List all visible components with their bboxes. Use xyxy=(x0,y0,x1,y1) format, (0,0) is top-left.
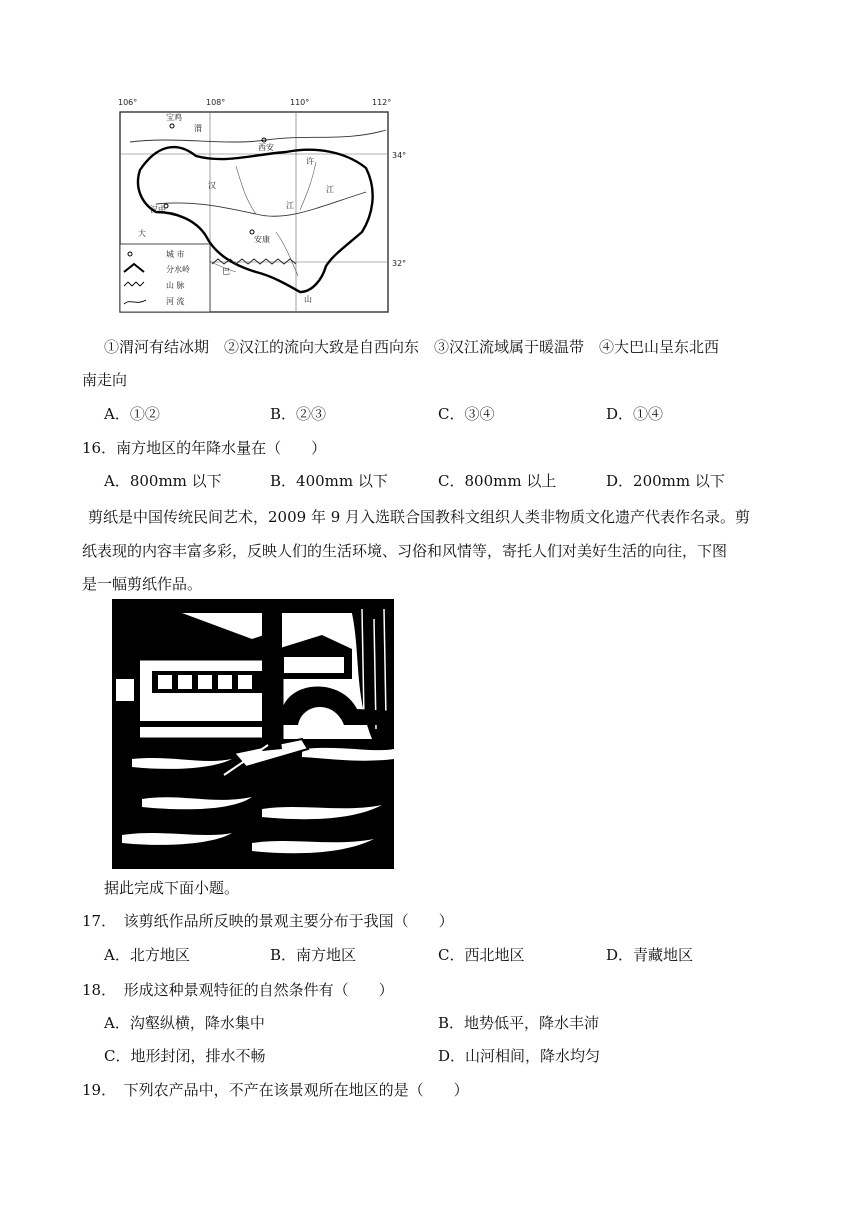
q15-statements: ①渭河有结冰期 ②汉江的流向大致是自西向东 ③汉江流域属于暖温带 ④大巴山呈东北西 xyxy=(104,338,720,356)
q17-option-b[interactable]: B．南方地区 xyxy=(270,946,357,964)
city-icon xyxy=(250,230,254,234)
intro-line-3: 是一幅剪纸作品。 xyxy=(82,575,203,593)
after-image-note: 据此完成下面小题。 xyxy=(104,879,240,897)
legend-city: 城 市 xyxy=(166,250,185,259)
place-label: 西安 xyxy=(258,143,274,152)
place-label: 江 xyxy=(326,185,334,194)
han-river xyxy=(156,192,366,216)
q17-option-d[interactable]: D．青藏地区 xyxy=(606,946,694,964)
intro-line-1: 剪纸是中国传统民间艺术，2009 年 9 月入选联合国教科文组织人类非物质文化遗产代表作名录。剪 xyxy=(88,508,751,526)
place-label: 汉中 xyxy=(150,205,166,214)
intro-line-2: 纸表现的内容丰富多彩，反映人们的生活环境、习俗和风情等，寄托人们对美好生活的向往，下图 xyxy=(82,542,728,560)
mountain-range xyxy=(212,259,296,264)
q19-stem: 19． 下列农产品中，不产在该景观所在地区的是（ ） xyxy=(82,1081,469,1099)
latitude-label: 32° xyxy=(392,259,407,268)
wei-river xyxy=(130,130,386,142)
q16-stem: 16．南方地区的年降水量在（ ） xyxy=(82,439,327,457)
q17-option-a[interactable]: A．北方地区 xyxy=(104,946,190,964)
mountain-label: 大 xyxy=(138,229,146,238)
q16-option-a[interactable]: A．800mm 以下 xyxy=(104,472,222,490)
q18-option-d[interactable]: D．山河相间，降水均匀 xyxy=(438,1047,601,1065)
q17-option-c[interactable]: C．西北地区 xyxy=(438,946,525,964)
q18-option-a[interactable]: A．沟壑纵横，降水集中 xyxy=(104,1014,265,1032)
mountain-label: 巴 xyxy=(222,267,230,276)
legend-mountain: 山 脉 xyxy=(166,281,185,290)
q15-option-d[interactable]: D．①④ xyxy=(606,405,664,423)
q18-option-c[interactable]: C．地形封闭，排水不畅 xyxy=(104,1047,266,1065)
place-label: 许 xyxy=(306,157,314,166)
q17-stem: 17． 该剪纸作品所反映的景观主要分布于我国（ ） xyxy=(82,912,454,930)
q18-option-b[interactable]: B．地势低平，降水丰沛 xyxy=(438,1014,600,1032)
legend-watershed: 分水岭 xyxy=(166,265,190,274)
paper-cut-image xyxy=(112,599,394,869)
q16-option-c[interactable]: C．800mm 以上 xyxy=(438,472,557,490)
place-label: 渭 xyxy=(194,124,202,133)
latitude-label: 34° xyxy=(392,151,407,160)
city-icon xyxy=(170,124,174,128)
place-label: 安康 xyxy=(254,235,270,244)
q15-option-c[interactable]: C．③④ xyxy=(438,405,495,423)
place-label: 汉 xyxy=(208,181,216,190)
watershed-map xyxy=(116,96,418,314)
place-label: 江 xyxy=(286,201,294,210)
q15-option-a[interactable]: A．①② xyxy=(104,405,160,423)
legend-river: 河 流 xyxy=(166,297,185,306)
mountain-label: 山 xyxy=(304,295,312,304)
q15-statements-cont: 南走向 xyxy=(82,371,128,389)
q18-stem: 18． 形成这种景观特征的自然条件有（ ） xyxy=(82,981,394,999)
longitude-label: 112° xyxy=(372,98,392,107)
q16-option-d[interactable]: D．200mm 以下 xyxy=(606,472,725,490)
longitude-label: 110° xyxy=(290,98,310,107)
q15-option-b[interactable]: B．②③ xyxy=(270,405,327,423)
q16-option-b[interactable]: B．400mm 以下 xyxy=(270,472,388,490)
longitude-label: 106° xyxy=(118,98,138,107)
place-label: 宝鸡 xyxy=(166,113,182,122)
longitude-label: 108° xyxy=(206,98,226,107)
